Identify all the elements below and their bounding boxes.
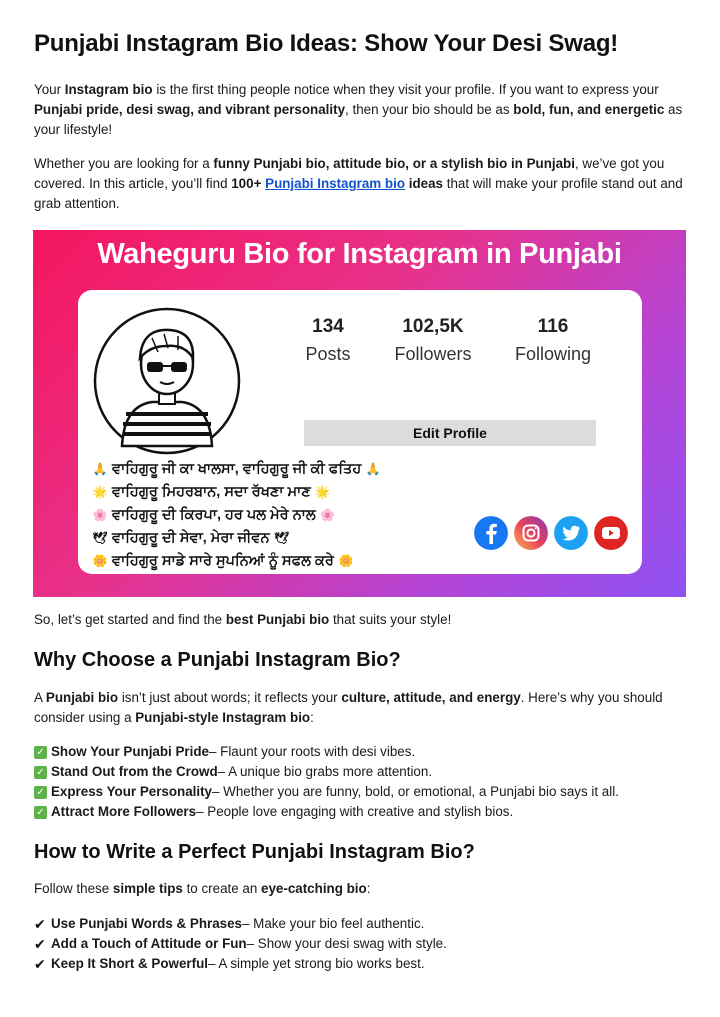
- punjabi-bio-link[interactable]: Punjabi Instagram bio: [265, 176, 406, 191]
- checkmark-icon: ✔: [34, 936, 46, 952]
- text-span: – Make your bio feel authentic.: [242, 916, 425, 931]
- banner-image: [33, 230, 686, 597]
- avatar-illustration-icon: [92, 306, 242, 456]
- why-list: [34, 742, 694, 822]
- avatar: [92, 306, 242, 456]
- bio-line: [92, 527, 472, 550]
- edit-profile-button[interactable]: Edit Profile: [304, 420, 596, 446]
- bio-line-text: ਵਾਹਿਗੁਰੂ ਦੀ ਕਿਰਪਾ, ਹਰ ਪਲ ਮੇਰੇ ਨਾਲ: [112, 507, 316, 523]
- bold-text: bold, fun, and energetic: [513, 102, 665, 117]
- bio-line-text: ਵਾਹਿਗੁਰੂ ਸਾਡੇ ਸਾਰੇ ਸੁਪਨਿਆਂ ਨੂੰ ਸਫਲ ਕਰੇ: [112, 553, 334, 569]
- checkmark-icon: ✔: [34, 916, 46, 932]
- followers-label: Followers: [394, 344, 472, 364]
- facebook-icon[interactable]: [474, 516, 508, 550]
- text-span: . Here’s why you should consider using a: [34, 690, 663, 725]
- profile-card: [78, 290, 642, 574]
- bio-line: [92, 550, 472, 573]
- text-span: :: [310, 710, 314, 725]
- following-count: 116: [537, 316, 569, 337]
- bold-text: Attract More Followers: [51, 804, 197, 819]
- text-span: that will make your profile stand out and grab attention.: [34, 176, 683, 211]
- how-paragraph: [34, 879, 686, 899]
- bold-text: funny Punjabi bio, attitude bio, or a stylish bio in Punjabi: [213, 156, 575, 171]
- text-span: Your: [34, 82, 65, 97]
- list-item: [34, 954, 694, 974]
- list-item: [34, 934, 694, 954]
- check-mark-icon: ✓: [34, 746, 47, 759]
- text-span: – People love engaging with creative and stylish bios.: [196, 804, 514, 819]
- text-span: – A unique bio grabs more attention.: [217, 764, 433, 779]
- stat-posts[interactable]: [288, 316, 368, 365]
- blossom-icon: 🌼: [92, 554, 108, 568]
- banner-title: Waheguru Bio for Instagram in Punjabi: [97, 238, 622, 270]
- stat-following[interactable]: [498, 316, 608, 365]
- list-item: [34, 762, 694, 782]
- bold-text: simple tips: [112, 881, 183, 896]
- text-span: to create an: [182, 881, 262, 896]
- following-label: Following: [514, 344, 592, 364]
- list-item: [34, 802, 694, 822]
- how-list: [34, 914, 694, 974]
- checkmark-icon: ✔: [34, 956, 46, 972]
- bold-text: Punjabi pride, desi swag, and vibrant personality: [34, 102, 346, 117]
- instagram-icon[interactable]: [514, 516, 548, 550]
- list-item: [34, 782, 694, 802]
- after-banner-paragraph: [34, 610, 686, 630]
- bold-text: culture, attitude, and energy: [341, 690, 521, 705]
- text-span: So, let’s get started and find the: [34, 612, 226, 627]
- text-span: :: [366, 881, 371, 896]
- text-span: is the first thing people notice when they visit your profile. If you want to express your: [152, 82, 659, 97]
- text-span: , then your bio should be as: [345, 102, 514, 117]
- how-heading: How to Write a Perfect Punjabi Instagram Bio?: [34, 841, 475, 863]
- bold-text: Add a Touch of Attitude or Fun: [51, 936, 247, 951]
- text-span: isn’t just about words; it reflects your: [118, 690, 342, 705]
- bio-line-text: ਵਾਹਿਗੁਰੂ ਦੀ ਸੇਵਾ, ਮੇਰਾ ਜੀਵਨ: [112, 530, 270, 546]
- intro-paragraph-1: [34, 80, 686, 140]
- text-span: that suits your style!: [329, 612, 452, 627]
- bold-text: Punjabi bio: [45, 690, 119, 705]
- bio-line: [92, 504, 472, 527]
- why-heading: Why Choose a Punjabi Instagram Bio?: [34, 649, 401, 671]
- text-span: , we’ve got you covered. In this article, you’ll find: [34, 156, 665, 191]
- bold-text: Punjabi-style Instagram bio: [135, 710, 311, 725]
- text-span: Follow these: [34, 881, 113, 896]
- check-mark-icon: ✓: [34, 806, 47, 819]
- bold-text: ideas: [408, 176, 444, 191]
- bio-line-text: ਵਾਹਿਗੁਰੂ ਜੀ ਕਾ ਖਾਲਸਾ, ਵਾਹਿਗੁਰੂ ਜੀ ਕੀ ਫਤਿਹ: [112, 461, 362, 477]
- page-title: Punjabi Instagram Bio Ideas: Show Your Desi Swag!: [34, 30, 619, 57]
- bold-text: eye-catching bio: [261, 881, 367, 896]
- followers-count: 102,5K: [402, 316, 464, 337]
- bio-line: [92, 458, 472, 481]
- twitter-icon[interactable]: [554, 516, 588, 550]
- why-paragraph: [34, 688, 686, 728]
- bold-text: best Punjabi bio: [225, 612, 330, 627]
- bold-text: Keep It Short & Powerful: [51, 956, 208, 971]
- dove-icon: 🕊: [273, 531, 290, 545]
- posts-count: 134: [312, 316, 344, 337]
- bold-text: Instagram bio: [64, 82, 153, 97]
- bio-line-text: ਵਾਹਿਗੁਰੂ ਮਿਹਰਬਾਨ, ਸਦਾ ਰੱਖਣਾ ਮਾਣ: [112, 484, 311, 500]
- bold-text: 100+: [231, 176, 262, 191]
- posts-label: Posts: [305, 344, 351, 364]
- text-span: Whether you are looking for a: [34, 156, 214, 171]
- blossom-icon: 🌼: [338, 554, 354, 568]
- text-span: – A simple yet strong bio works best.: [207, 956, 425, 971]
- flower-icon: 🌸: [320, 508, 336, 522]
- text-span: A: [34, 690, 46, 705]
- prayer-hands-icon: 🙏: [92, 462, 108, 476]
- text-span: as your lifestyle!: [34, 102, 683, 137]
- intro-paragraph-2: [34, 154, 686, 214]
- bio-line: [92, 481, 472, 504]
- check-mark-icon: ✓: [34, 766, 47, 779]
- star-icon: 🌟: [92, 485, 108, 499]
- list-item: [34, 914, 694, 934]
- bold-text: Show Your Punjabi Pride: [51, 744, 209, 759]
- dove-icon: 🕊: [92, 531, 108, 545]
- bold-text: Stand Out from the Crowd: [51, 764, 218, 779]
- stat-followers[interactable]: [378, 316, 488, 365]
- list-item: [34, 742, 694, 762]
- youtube-icon[interactable]: [594, 516, 628, 550]
- text-span: – Whether you are funny, bold, or emotional, a Punjabi bio says it all.: [212, 784, 619, 799]
- bold-text: Express Your Personality: [51, 784, 213, 799]
- bio-text: [92, 458, 472, 573]
- flower-icon: 🌸: [92, 508, 108, 522]
- prayer-hands-icon: 🙏: [365, 462, 381, 476]
- text-span: – Flaunt your roots with desi vibes.: [208, 744, 416, 759]
- check-mark-icon: ✓: [34, 786, 47, 799]
- star-icon: 🌟: [315, 485, 331, 499]
- text-span: – Show your desi swag with style.: [246, 936, 447, 951]
- bold-text: Use Punjabi Words & Phrases: [51, 916, 242, 931]
